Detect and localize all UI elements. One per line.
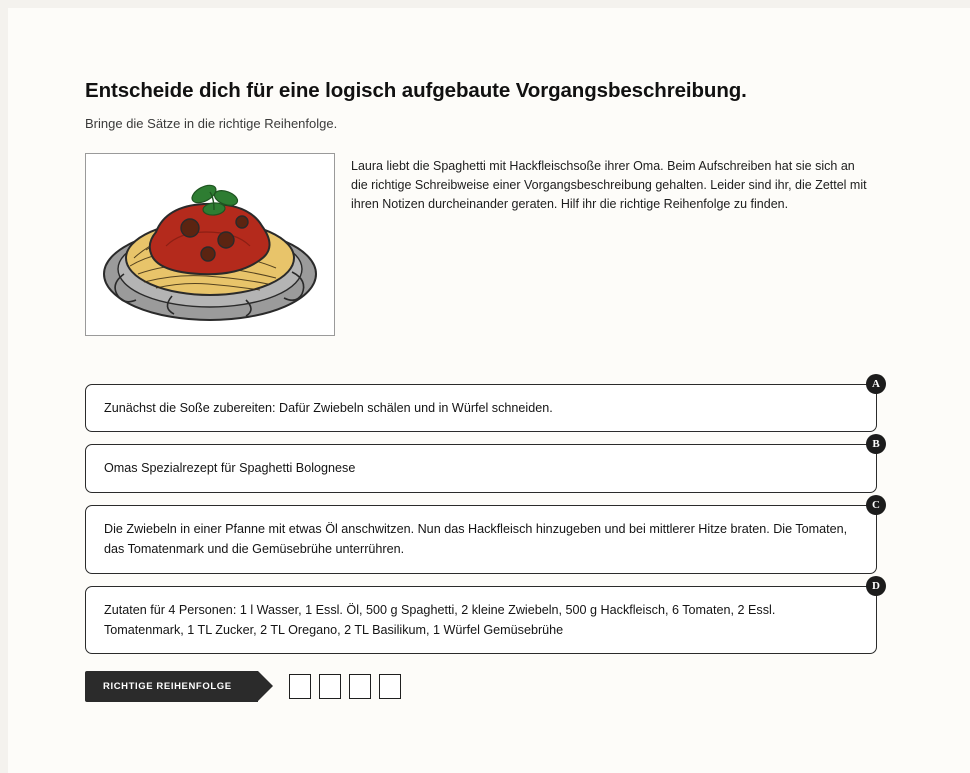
card-badge-d: D bbox=[866, 576, 886, 596]
answer-slot-2[interactable] bbox=[319, 674, 341, 699]
sentence-card-b[interactable] bbox=[85, 438, 880, 492]
answer-slot-1[interactable] bbox=[289, 674, 311, 699]
card-text-b: Omas Spezialrezept für Spaghetti Bolognese bbox=[104, 461, 356, 476]
sentence-card-c[interactable] bbox=[85, 498, 880, 574]
answer-slot-4[interactable] bbox=[379, 674, 401, 699]
card-badge-a: A bbox=[866, 374, 886, 394]
page-subtitle: Bringe die Sätze in die richtige Reihenfolge. bbox=[85, 115, 338, 131]
sentence-card-a[interactable] bbox=[85, 378, 880, 432]
answer-slots bbox=[289, 674, 401, 699]
card-text-a: Zunächst die Soße zubereiten: Dafür Zwiebeln schälen und in Würfel schneiden. bbox=[104, 401, 553, 415]
page-title: Entscheide dich für eine logisch aufgebaute Vorgangsbeschreibung. bbox=[85, 79, 747, 102]
answer-slot-3[interactable] bbox=[349, 674, 371, 699]
sentence-card-list bbox=[85, 378, 880, 666]
answer-row bbox=[85, 671, 401, 702]
card-text-c: Die Zwiebeln in einer Pfanne mit etwas Öl anschwitzen. Nun das Hackfleisch hinzugeben und bei mittlerer Hitze braten. Die Tomaten, das Tomatenmark und die Gemüsebrühe unterrühren. bbox=[104, 521, 848, 557]
card-badge-c: C bbox=[866, 495, 886, 515]
spaghetti-illustration-icon bbox=[86, 154, 334, 335]
card-badge-b: B bbox=[866, 434, 886, 454]
correct-order-label: RICHTIGE REIHENFOLGE bbox=[85, 671, 258, 702]
sentence-card-d[interactable] bbox=[85, 579, 880, 655]
intro-row bbox=[85, 153, 885, 336]
spaghetti-image bbox=[85, 153, 335, 336]
card-text-d: Zutaten für 4 Personen: 1 l Wasser, 1 Essl. Öl, 500 g Spaghetti, 2 kleine Zwiebeln, 500 g Hackfleisch, 6 Tomaten, 2 Essl. Tomatenmark, 1 TL Zucker, 2 TL Oregano, 2 TL Basilikum, 1 Würfel Gemüsebrühe bbox=[104, 602, 776, 637]
intro-text: Laura liebt die Spaghetti mit Hackfleischsoße ihrer Oma. Beim Aufschreiben hat sie sich an die richtige Schreibweise einer Vorgangsbeschreibung gehalten. Leider sind ihr, die Zettel mit ihren Notizen durcheinander geraten. Hilf ihr die richtige Reihenfolge zu finden. bbox=[351, 158, 867, 212]
worksheet-header bbox=[85, 78, 885, 336]
